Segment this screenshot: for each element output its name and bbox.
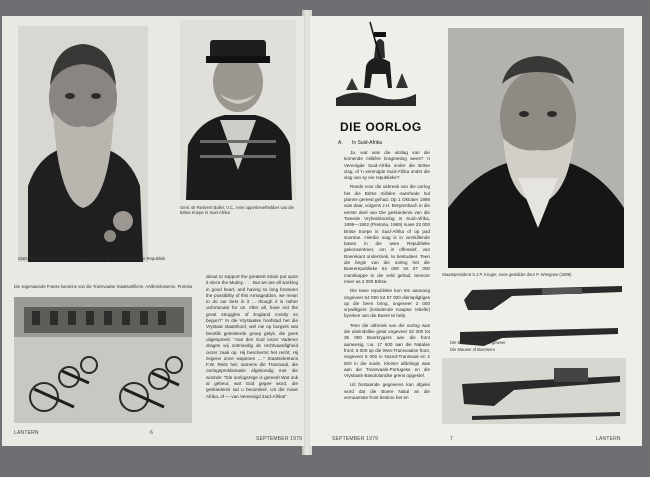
subsection-title: In Suid-Afrika <box>352 140 383 146</box>
body-paragraph: Reeds voor die uitbreek van die oorlog het die Britse militêre owerhede hul planne gereed gehad. Op 1 Oktober 1899 was daar, volgens J.H. Breytenbach in die eerste deel van Die geskiedenis van die Tweede Vryheidsoorlog in Suid-Afrika, 1899—1902 (Pretoria, 1969) nuwe 22 000 Britse troepe in Suid-Afrika of op pad soontoe. Hierdie mag is in verskillende bases in die twee Republieke gekonsentreer, om in offensief, van Boerekant ondersoek, te bestudeer. Teen die begin van die oorlog het die Boererepublieke 54 000 tot 57 000 manskappe in die veld gehad, teenoor meer as 2 000 Britse. <box>344 184 430 284</box>
kruger-caption: Staatspresident S.J.P. Kruger, soos geskilder deur P. Wirsgrwe (1899) <box>442 272 572 277</box>
subsection-letter: A. <box>338 140 343 146</box>
right-footer-date: SEPTEMBER 1979 <box>332 436 379 442</box>
kruger-portrait-photo <box>448 28 624 268</box>
joubert-portrait-photo <box>18 26 148 262</box>
artillery-photo <box>14 297 192 423</box>
left-footer-date: SEPTEMBER 1979 <box>256 436 303 442</box>
artillery-image <box>14 297 192 423</box>
joubert-portrait-image <box>18 26 148 262</box>
lee-enfield-caption: Die Britse Lee-Enfield-geweer <box>450 340 506 345</box>
buller-caption: Genl. sir Redvers Buller, V.C., leier opperbevelhebber van die Britse troepe in Suid-Afrika <box>180 205 294 215</box>
right-footer-page-number: 7 <box>450 436 453 442</box>
right-page <box>310 16 642 446</box>
mauser-caption: Die Mauser of Boerwere <box>450 347 496 352</box>
right-body-text <box>344 150 430 432</box>
body-paragraph: Uit bostaande gegewens kan afgelei word dat die Boere Natal as die vernaamste front beskou het en <box>344 382 430 400</box>
left-page <box>2 16 304 446</box>
left-body-text: about to support the greatest strain put upon it since the Mutiny. . . . But we are all working in good heart, and having so long foreseen the possibility of this Armageddon, we mean to do our best in it ... though it is rather unfortunate for us. After all, have not the great struggles of England mostly so begun?" In die Vrystaatse hoofstad het die Vrystaat staatshoof, wel nie op burgers wat beurtlik geteisterde groep gelyk, die gees uitgespreek: "Aan den God onzer Vaderen dragen wij ootmoedig de rechtvaardigheid onzer zaak op. Hij beschermt het recht; Hij zegene onze wapenen ...." Staatsekretaris F.W. Reitz het, namens die Transvaal, die oorlogsproklamasie afgekondig met die woorde: "Die oorlogsrege is gereed! Wat ook al gebeur, wat God gegee word, die geskiedenis sal u beoordeel. Uit die nuwe Afrika, of — van Vereenigd Zuid-Afrika!" <box>206 274 298 399</box>
section-heading: DIE OORLOG <box>340 120 422 134</box>
right-footer-magazine: LANTERN <box>596 436 621 442</box>
artillery-caption: Die sogenaamde Franse kanonne van die Transvaalse Staatsartillerie, Artilleriekaserne, Pretoria <box>14 284 193 289</box>
joubert-caption: Stats. P.J. Joubert, kommandant-generaal van die Zuid-Afrikaansche Republiek <box>18 256 166 261</box>
left-footer-magazine: LANTERN <box>14 430 39 436</box>
body-paragraph: Ja, wat was die uitslag van die komende militêre kragmeting wees? 'n Verenigde Suid-Afrika onder die Britse vlag, of 'n verenigde Suid-Afrika onder die vlag van sy eie republieke? <box>344 150 430 181</box>
buller-portrait-image <box>180 20 296 200</box>
mounted-boer-rider-icon <box>336 18 416 106</box>
left-footer-page-number: 6 <box>150 430 153 436</box>
mounted-boer-illustration <box>336 18 416 106</box>
buller-portrait-photo <box>180 20 296 200</box>
kruger-portrait-image <box>448 28 624 268</box>
body-paragraph: Die twee republieke kon ten aanvang ongeveer 54 000 tot 57 000 dienspligtiges op die been bring, ongeveer 2 000 vrywilligers (insluitende Kaapse rebelle) byreken van die Boere te help. <box>344 288 430 319</box>
body-paragraph: Teen die uitbreek van die oorlog was die uiteindelike getal ongeveer 32 000 tot 35 000 Boerkrygers aan die front aanwesig, t.w. 17 600 aan die Natalse front; 6 000 op die Wes-Transvaalse front, ongeveer 5 000 in Noord-Transvaal en 2 500 in die suide. Kleiner afdelings was aan die Transvaals-Portugese en die Vrystaats-Basotolandse grens opgestel. <box>344 322 430 379</box>
